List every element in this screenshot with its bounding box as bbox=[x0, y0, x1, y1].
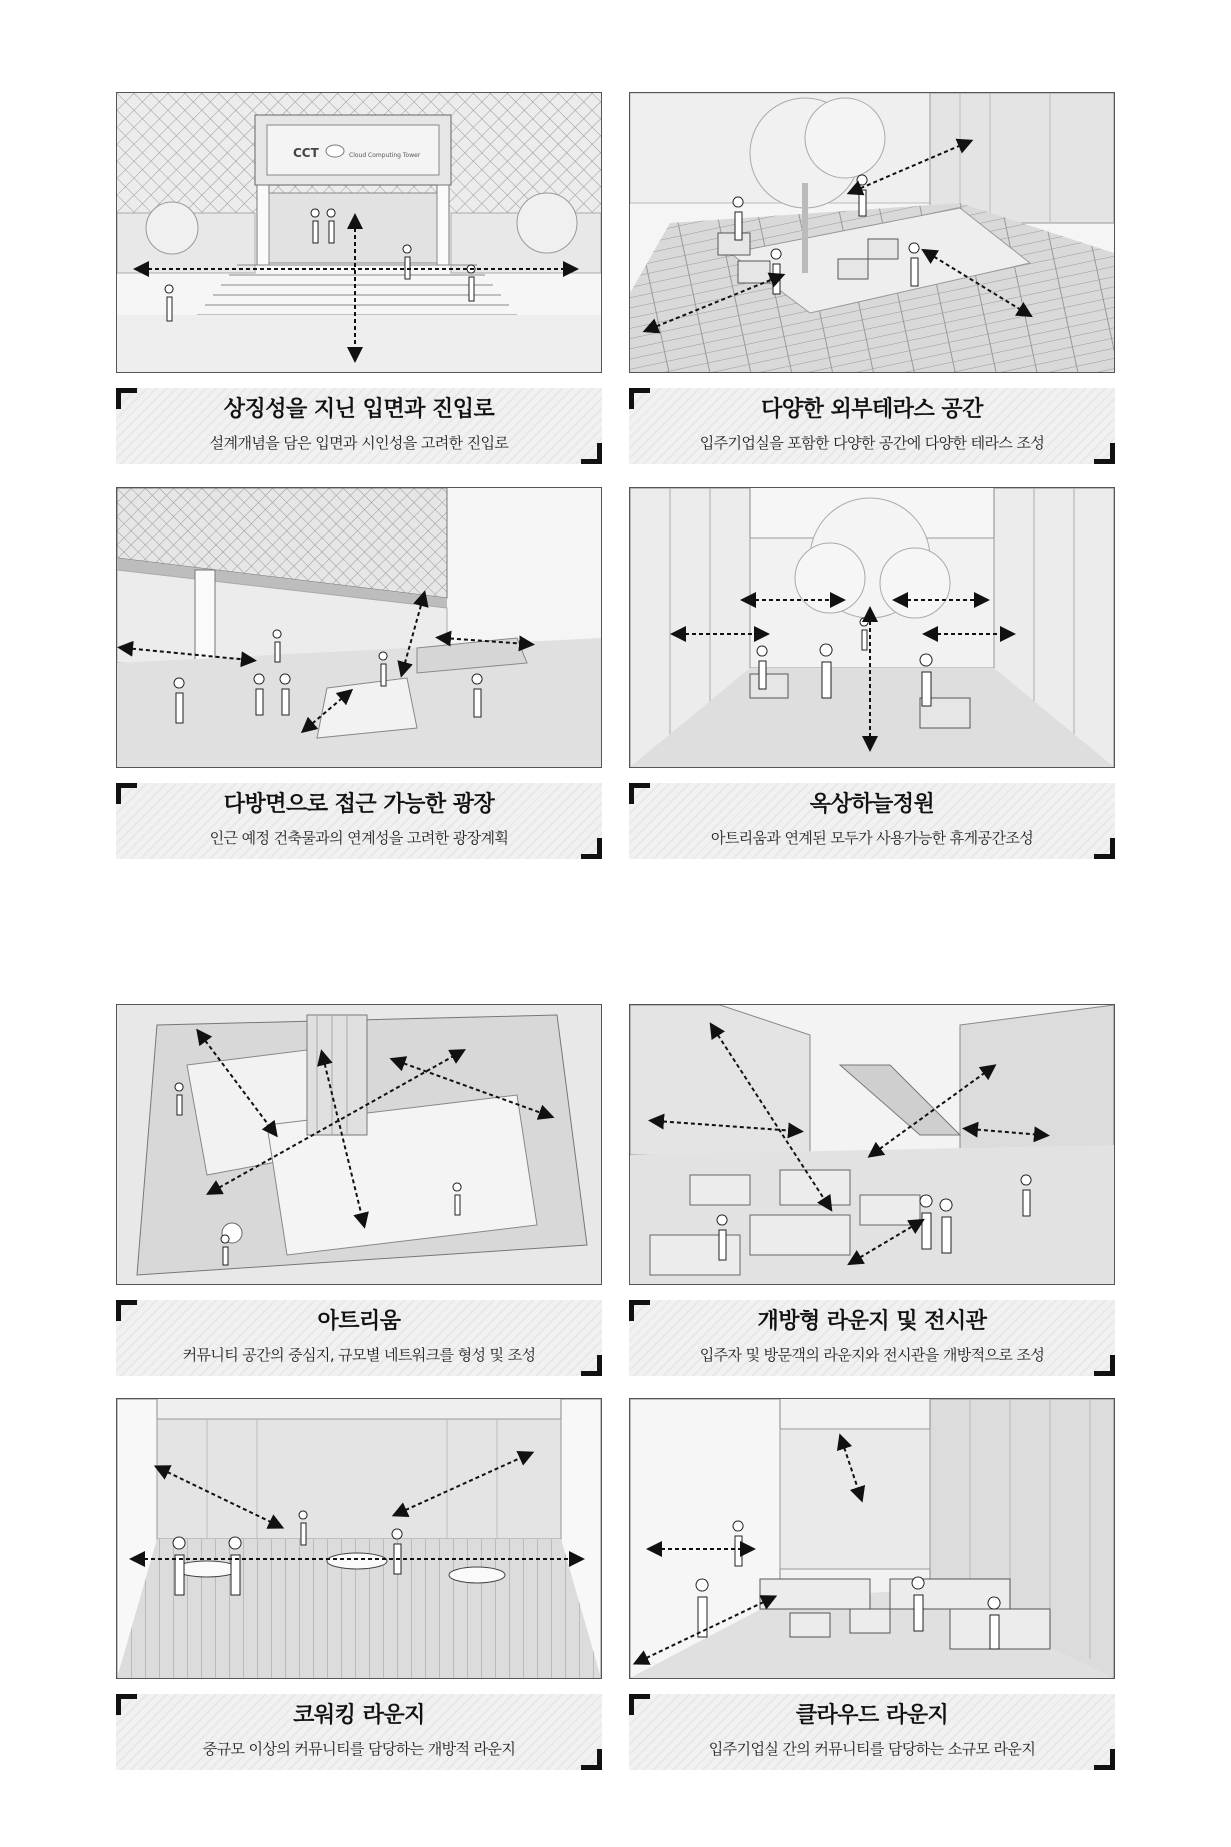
panel-subtitle: 입주기업실을 포함한 다양한 공간에 다양한 테라스 조성 bbox=[699, 434, 1045, 452]
sketch-image bbox=[629, 487, 1115, 768]
panel-title: 상징성을 지닌 입면과 진입로 bbox=[223, 397, 495, 422]
panel-title: 개방형 라운지 및 전시관 bbox=[757, 1309, 987, 1334]
sign-subtext: Cloud Computing Tower bbox=[349, 152, 421, 159]
sketch-image bbox=[629, 92, 1115, 373]
panel-subtitle: 설계개념을 담은 입면과 시인성을 고려한 진입로 bbox=[209, 434, 509, 452]
panel-title: 다방면으로 접근 가능한 광장 bbox=[223, 792, 495, 817]
caption bbox=[116, 1300, 602, 1376]
plaza-sketch bbox=[117, 488, 601, 767]
coworking-sketch bbox=[117, 1399, 601, 1678]
sketch-image bbox=[116, 1004, 602, 1285]
panel-subtitle: 중규모 이상의 커뮤니티를 담당하는 개방적 라운지 bbox=[202, 1740, 516, 1758]
panel-title: 코워킹 라운지 bbox=[293, 1703, 425, 1728]
terrace-sketch bbox=[630, 93, 1114, 372]
caption bbox=[629, 388, 1115, 464]
sketch-image bbox=[116, 1398, 602, 1679]
sketch-image bbox=[116, 487, 602, 768]
atrium-sketch bbox=[117, 1005, 601, 1284]
caption bbox=[116, 1694, 602, 1770]
open-lounge-sketch bbox=[630, 1005, 1114, 1284]
cloud-lounge-sketch bbox=[630, 1399, 1114, 1678]
entrance-sketch bbox=[117, 93, 601, 372]
panel-title: 옥상하늘정원 bbox=[809, 792, 935, 817]
caption bbox=[116, 388, 602, 464]
sign-text: CCT bbox=[293, 146, 319, 160]
panel-subtitle: 아트리움과 연계된 모두가 사용가능한 휴게공간조성 bbox=[710, 829, 1034, 847]
caption bbox=[116, 783, 602, 859]
panel-title: 다양한 외부테라스 공간 bbox=[761, 397, 983, 422]
rooftop-sketch bbox=[630, 488, 1114, 767]
panel-title: 클라우드 라운지 bbox=[795, 1703, 949, 1728]
panel-subtitle: 인근 예정 건축물과의 연계성을 고려한 광장계획 bbox=[209, 829, 509, 847]
sketch-image bbox=[116, 92, 602, 373]
caption bbox=[629, 1300, 1115, 1376]
caption bbox=[629, 783, 1115, 859]
panel-subtitle: 입주기업실 간의 커뮤니티를 담당하는 소규모 라운지 bbox=[708, 1740, 1036, 1758]
panel-subtitle: 입주자 및 방문객의 라운지와 전시관을 개방적으로 조성 bbox=[699, 1346, 1045, 1364]
panel-subtitle: 커뮤니티 공간의 중심지, 규모별 네트워크를 형성 및 조성 bbox=[182, 1346, 536, 1364]
sketch-image bbox=[629, 1004, 1115, 1285]
panel-title: 아트리움 bbox=[317, 1309, 401, 1334]
caption bbox=[629, 1694, 1115, 1770]
sketch-image bbox=[629, 1398, 1115, 1679]
